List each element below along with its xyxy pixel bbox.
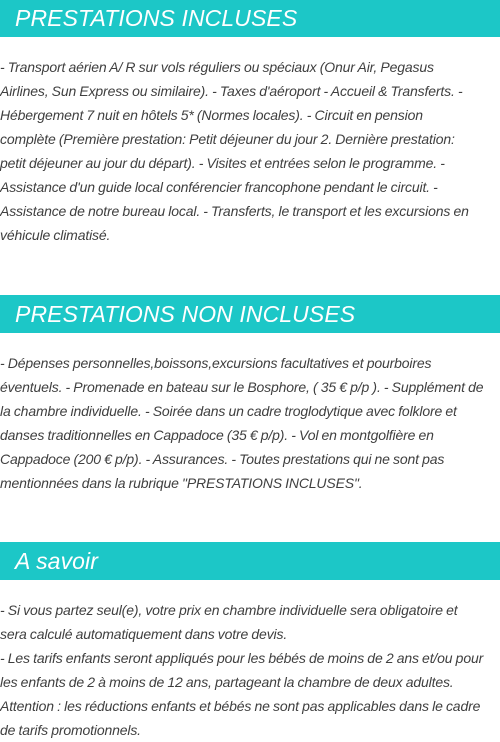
section-body (0, 351, 500, 495)
section-heading (0, 295, 500, 333)
text-line: la chambre individuelle. - Soirée dans un cadre troglodytique avec folklore et (0, 403, 457, 419)
section-title: PRESTATIONS NON INCLUSES (15, 300, 356, 327)
text-line: - Les tarifs enfants seront appliqués pour les bébés de moins de 2 ans et/ou pour (0, 650, 484, 666)
text-line: petit déjeuner au jour du départ). - Visites et entrées selon le programme. - (0, 155, 445, 171)
section-prestations-incluses (0, 0, 500, 247)
text-line: Attention : les réductions enfants et bébés ne sont pas applicables dans le cadre (0, 698, 481, 714)
text-line: Cappadoce (200 € p/p). - Assurances. - Toutes prestations qui ne sont pas (0, 451, 445, 467)
text-line: Assistance d'un guide local conférencier francophone pendant le circuit. - (0, 179, 438, 195)
text-line: véhicule climatisé. (0, 227, 111, 243)
text-line: danses traditionnelles en Cappadoce (35 € p/p). - Vol en montgolfière en (0, 427, 434, 443)
section-body (0, 598, 500, 742)
section-title: PRESTATIONS INCLUSES (15, 5, 298, 31)
section-title: A savoir (15, 547, 99, 574)
text-line: sera calculé automatiquement dans votre devis. (0, 626, 288, 642)
section-heading (0, 0, 500, 37)
section-a-savoir (0, 542, 500, 742)
text-line: de tarifs promotionnels. (0, 722, 141, 738)
section-prestations-non-incluses (0, 295, 500, 495)
text-line: - Transport aérien A/ R sur vols réguliers ou spéciaux (Onur Air, Pegasus (0, 59, 434, 75)
text-line: les enfants de 2 à moins de 12 ans, partageant la chambre de deux adultes. (0, 674, 454, 690)
section-heading (0, 542, 500, 580)
section-body (0, 55, 500, 247)
text-line: Hébergement 7 nuit en hôtels 5* (Normes locales). - Circuit en pension (0, 107, 423, 123)
text-line: - Si vous partez seul(e), votre prix en chambre individuelle sera obligatoire et (0, 602, 458, 618)
text-line: Airlines, Sun Express ou similaire). - Taxes d'aéroport - Accueil & Transferts. - (0, 83, 463, 99)
text-line: éventuels. - Promenade en bateau sur le Bosphore, ( 35 € p/p ). - Supplément de (0, 379, 484, 395)
text-line: Assistance de notre bureau local. - Transferts, le transport et les excursions en (0, 203, 469, 219)
text-line: complète (Première prestation: Petit déjeuner du jour 2. Dernière prestation: (0, 131, 455, 147)
text-line: - Dépenses personnelles,boissons,excursions facultatives et pourboires (0, 355, 432, 371)
text-line: mentionnées dans la rubrique "PRESTATIONS INCLUSES". (0, 475, 363, 491)
